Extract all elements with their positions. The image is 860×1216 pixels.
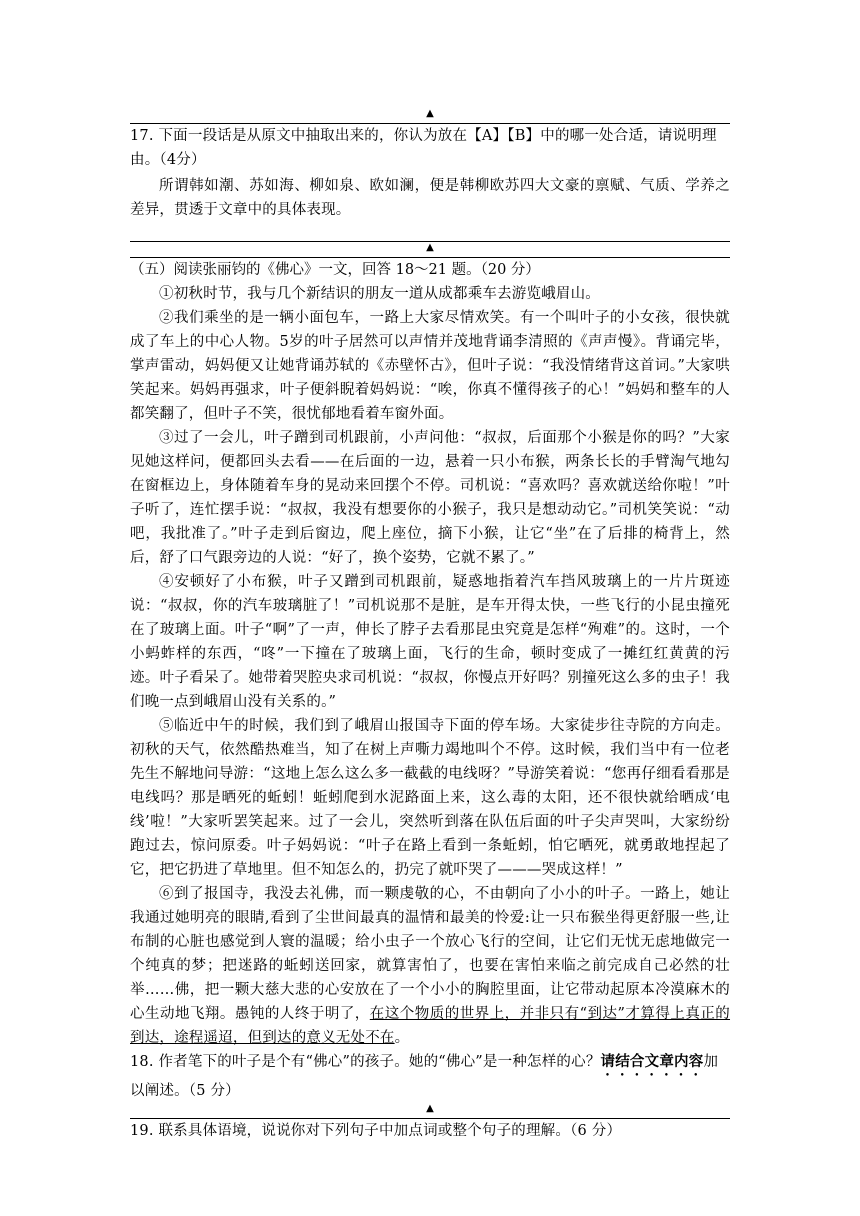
paragraph-6 — [130, 882, 730, 1050]
paragraph-6-text: ⑥到了报国寺，我没去礼佛，而一颗虔敬的心，不由朝向了小小的叶子。一路上，她让我通过她明亮的眼睛,看到了尘世间最真的温情和最美的怜爱:让一只布猴坐得更舒服一些,让布制的心脏也感觉到人寰的温暖；给小虫子一个放心飞行的空间，让它们无忧无虑地做完一个纯真的梦；把迷路的蚯蚓送回家，就算害怕了，也要在害怕来临之前完成自己必然的壮举……佛，把一颗大慈大悲的心安放在了一个小小的胸腔里面，让它带动起原本冷漠麻木的心生动地飞翔。愚钝的人终于明了， — [130, 886, 730, 1022]
answer-line — [130, 257, 730, 258]
answer-area — [130, 226, 730, 242]
underlined-sentence: 在这个物质的世界上，并非只有“到达”才算得上真正的到达，途程遥迢，但到达的意义无处不在 — [130, 1006, 731, 1046]
answer-area — [130, 1103, 730, 1119]
answer-line — [130, 1118, 730, 1119]
question-17: 17. 下面一段话是从原文中抽取出来的，你认为放在【A】【B】中的哪一处合适，请说明理由。（4分） — [130, 128, 717, 168]
paragraph-4: ④安顿好了小布猴，叶子又蹭到司机跟前，疑惑地指着汽车挡风玻璃上的一片片斑迹说：“叔叔，你的汽车玻璃脏了！”司机说那不是脏，是车开得太快，一些飞行的小昆虫撞死在了玻璃上面。叶子“啊”了一声，伸长了脖子去看那昆虫究竟是怎样“殉难”的。这时，一个小蚂蚱样的东西，“咚”一下撞在了玻璃上面，飞行的生命，顿时变成了一摊红红黄黄的污迹。叶子看呆了。她带着哭腔央求司机说：“叔叔，你慢点开好吗？别撞死这么多的虫子！我们晚一点到峨眉山没有关系的。” — [130, 574, 730, 710]
paragraph-5: ⑤临近中午的时候，我们到了峨眉山报国寺下面的停车场。大家徒步往寺院的方向走。初秋的天气，依然酷热难当，知了在树上声嘶力竭地叫个不停。这时候，我们当中有一位老先生不解地问导游：“这地上怎么这么多一截截的电线呀？”导游笑着说：“您再仔细看看那是电线吗？那是晒死的蚯蚓！蚯蚓爬到水泥路面上来，这么毒的太阳，还不很快就给晒成‘电线’啦！”大家听罢笑起来。过了一会儿，突然听到落在队伍后面的叶子尖声哭叫，大家纷纷跑过去，惊问原委。叶子妈妈说：“叶子在路上看到一条蚯蚓，怕它晒死，就勇敢地捏起了它，把它扔进了草地里。但不知怎么的，扔完了就吓哭了———哭成这样！” — [130, 718, 730, 878]
question-18-score: 加以阐述。（5 分） — [130, 1054, 719, 1099]
section-heading: （五）阅读张丽钧的《佛心》一文，回答 18～21 题。（20 分） — [130, 262, 540, 278]
triangle-marker: ▲ — [426, 1103, 434, 1114]
question-18-text: 18. 作者笔下的叶子是个有“佛心”的孩子。她的“佛心”是一种怎样的心？ — [130, 1054, 601, 1070]
triangle-marker: ▲ — [426, 242, 434, 253]
triangle-marker: ▲ — [426, 108, 434, 119]
question-18 — [130, 1050, 730, 1103]
paragraph-6-end: 。 — [394, 1030, 410, 1046]
paragraph-3: ③过了一会儿，叶子蹭到司机跟前，小声问他：“叔叔，后面那个小猴是你的吗？”大家见她这样问，便都回头去看——在后面的一边，悬着一只小布猴，两条长长的手臂淘气地勾在窗框边上，身体随着车身的晃动来回摆个不停。司机说：“喜欢吗？喜欢就送给你啦！”叶子听了，连忙摆手说：“叔叔，我没有想要你的小猴子，我只是想动动它。”司机笑笑说：“动吧，我批准了。”叶子走到后窗边，爬上座位，摘下小猴，让它“坐”在了后排的椅背上，然后，舒了口气跟旁边的人说：“好了，换个姿势，它就不累了。” — [130, 430, 730, 566]
paragraph-1: ①初秋时节，我与几个新结识的朋友一道从成都乘车去游览峨眉山。 — [159, 286, 600, 302]
question-18-emphasis: 请结合文章内容 — [600, 1053, 704, 1070]
exam-page — [130, 108, 730, 1143]
answer-area — [130, 242, 730, 258]
answer-area — [130, 108, 730, 124]
answer-line — [130, 123, 730, 124]
paragraph-2: ②我们乘坐的是一辆小面包车，一路上大家尽情欢笑。有一个叫叶子的小女孩，很快就成了车上的中心人物。5岁的叶子居然可以声情并茂地背诵李清照的《声声慢》。背诵完毕，掌声雷动，妈妈便又让她背诵苏轼的《赤壁怀古》，但叶子说：“我没情绪背这首词。”大家哄笑起来。妈妈再强求，叶子便斜睨着妈妈说：“唉，你真不懂得孩子的心！”妈妈和整车的人都笑翻了，但叶子不笑，很忧郁地看着车窗外面。 — [130, 310, 730, 422]
question-19: 19. 联系具体语境，说说你对下列句子中加点词或整个句子的理解。（6 分） — [130, 1123, 622, 1139]
question-17-quote: 所谓韩如潮、苏如海、柳如泉、欧如澜，便是韩柳欧苏四大文豪的禀赋、气质、学养之差异，贯透于文章中的具体表现。 — [130, 178, 730, 218]
